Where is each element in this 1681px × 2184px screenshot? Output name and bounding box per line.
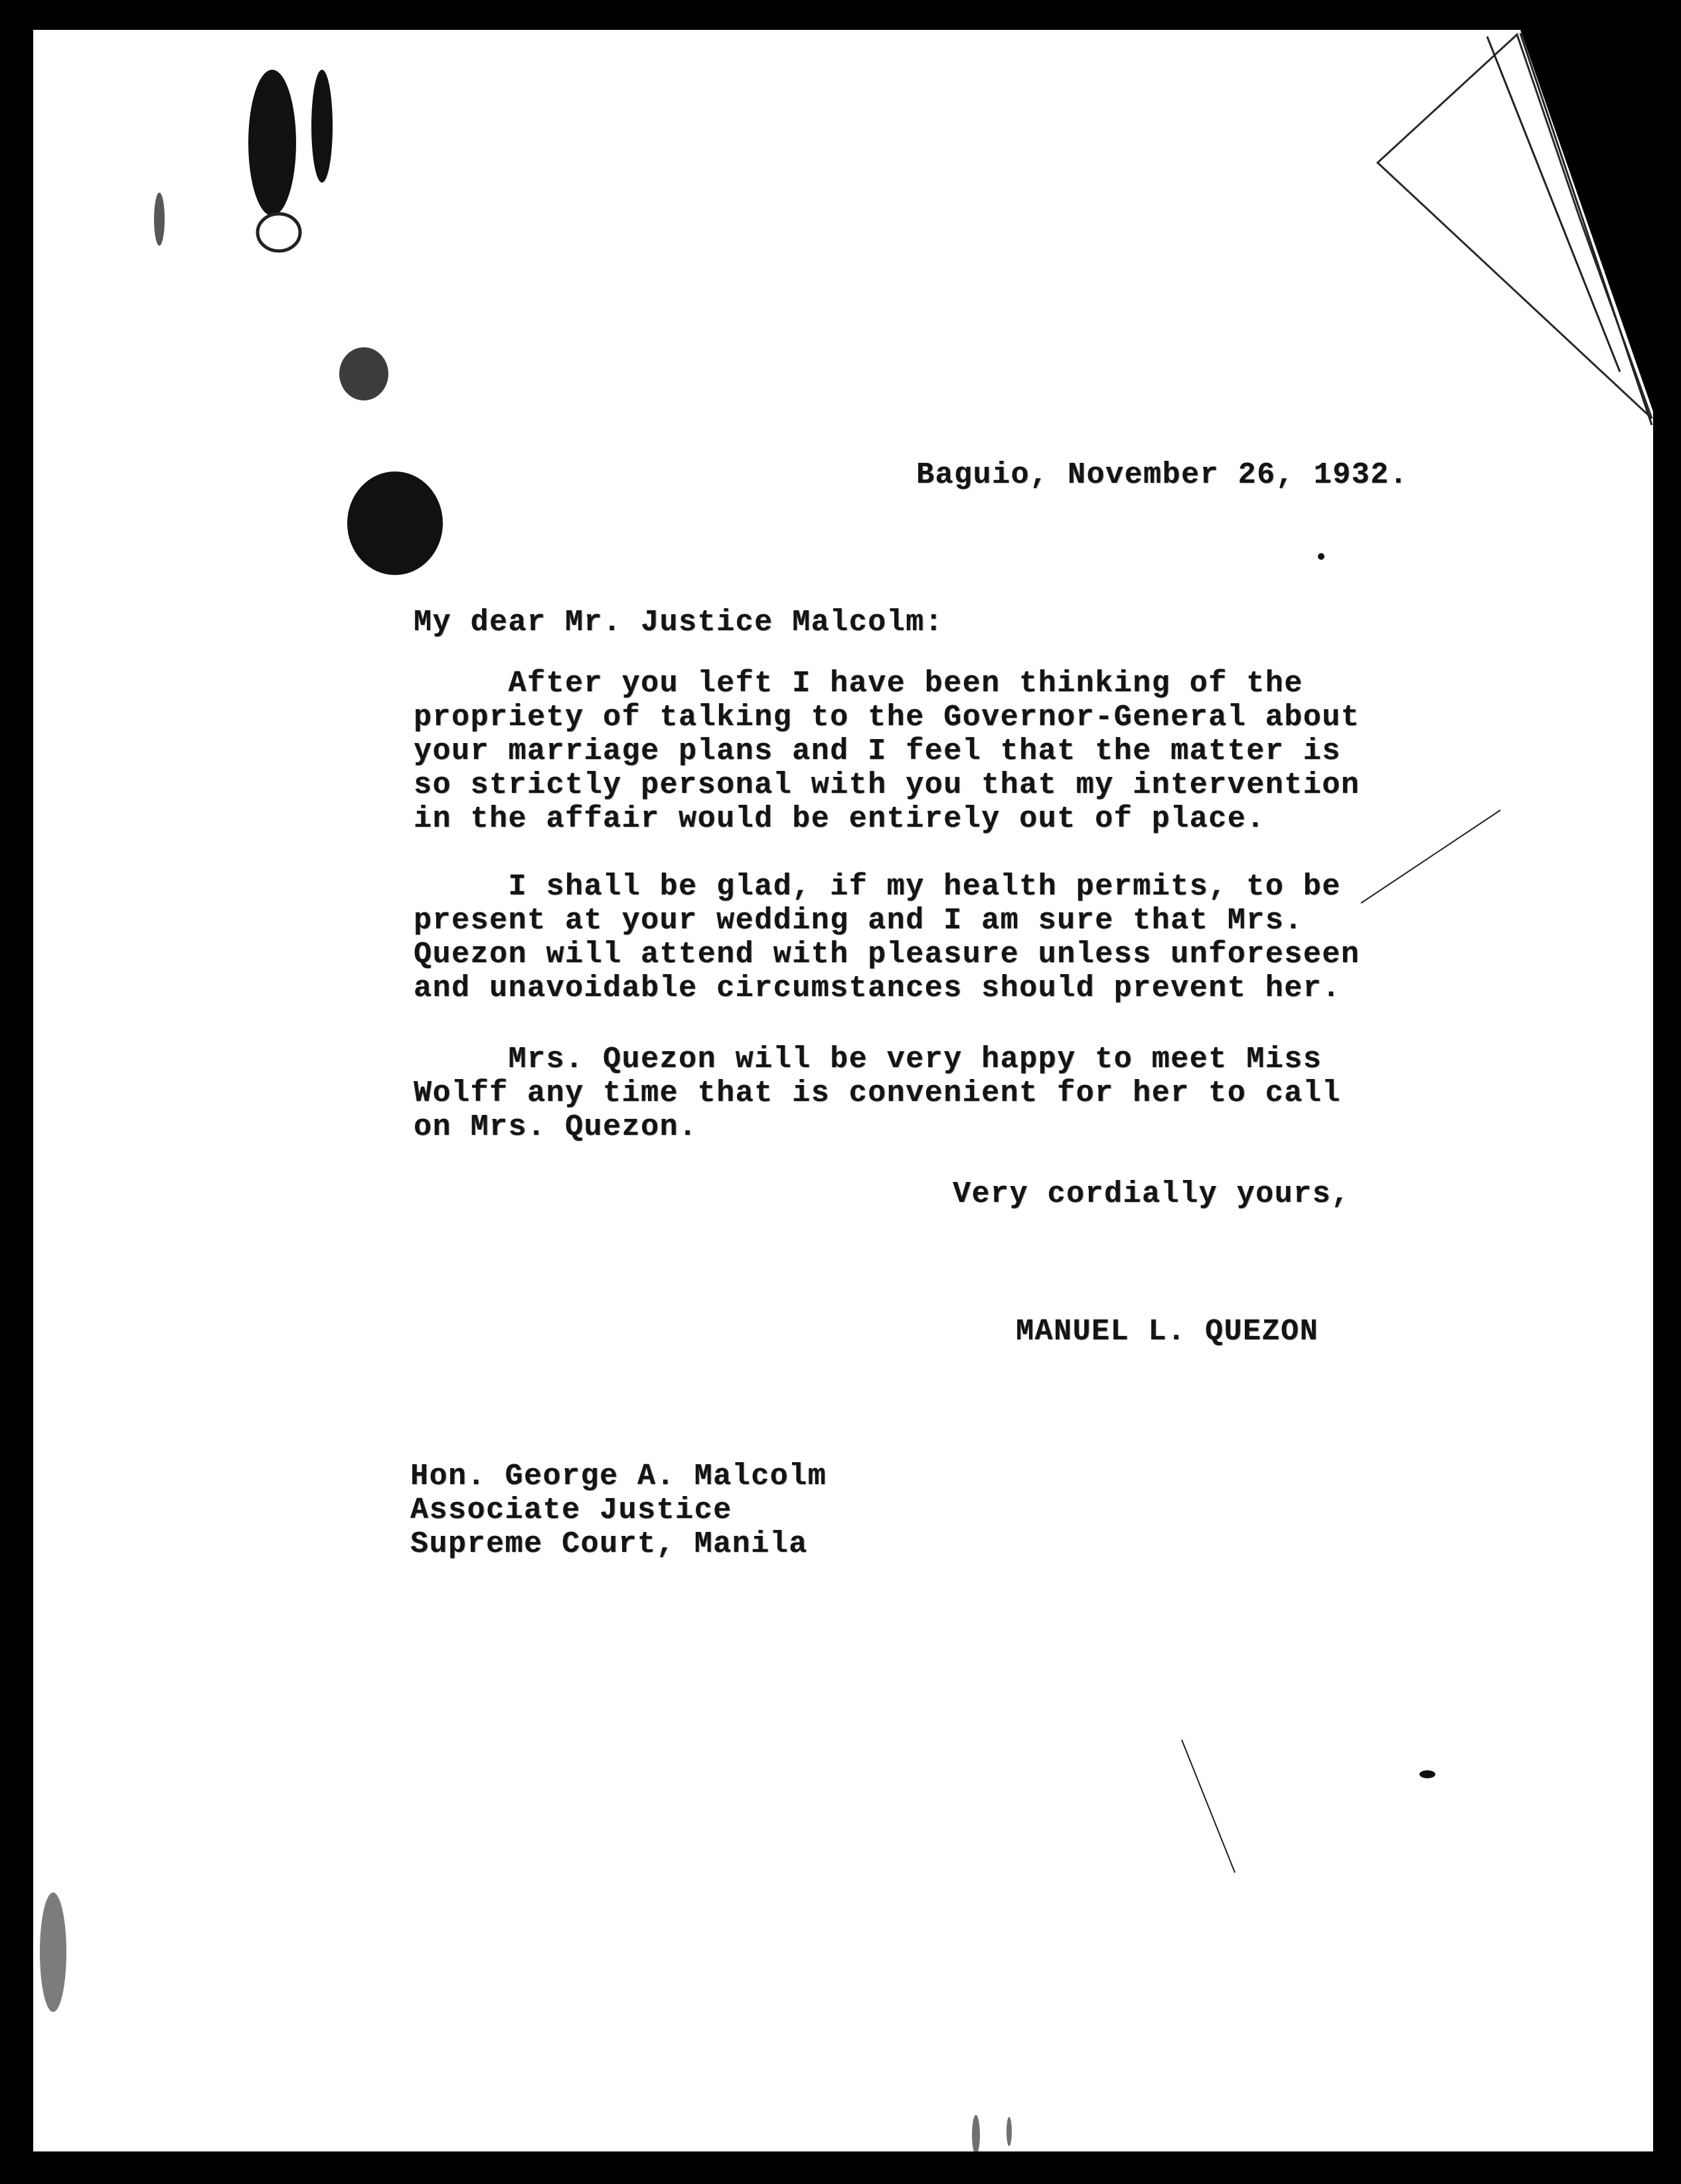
closing: Very cordially yours, — [953, 1177, 1350, 1211]
ring-mark — [258, 214, 300, 251]
paragraph-line: present at your wedding and I am sure that Mrs. — [414, 904, 1303, 938]
tear-line — [1182, 1740, 1235, 1873]
ink-blot — [339, 347, 388, 400]
ink-blot — [40, 1892, 66, 2012]
folded-corner-flap — [1378, 35, 1652, 418]
paragraph-2 — [414, 870, 1360, 1005]
salutation: My dear Mr. Justice Malcolm: — [414, 606, 944, 639]
ink-blot — [1318, 553, 1324, 560]
ink-blot — [1006, 2117, 1012, 2146]
ink-blot — [347, 471, 443, 575]
ink-blot — [1419, 1770, 1435, 1778]
addressee-block — [410, 1460, 827, 1561]
addressee-line: Supreme Court, Manila — [410, 1527, 808, 1561]
addressee-line: Associate Justice — [410, 1493, 732, 1527]
ink-blot — [248, 70, 296, 216]
tear-line — [1361, 810, 1500, 903]
signature-name: MANUEL L. QUEZON — [1016, 1315, 1319, 1349]
paragraph-line: propriety of talking to the Governor-General about — [414, 701, 1360, 734]
paragraph-line: so strictly personal with you that my intervention — [414, 768, 1360, 802]
paragraph-line: your marriage plans and I feel that the matter is — [414, 734, 1341, 768]
ink-blot — [972, 2115, 980, 2155]
addressee-line: Hon. George A. Malcolm — [410, 1460, 827, 1493]
paragraph-line: I shall be glad, if my health permits, to be — [414, 870, 1341, 904]
ink-blot — [311, 70, 333, 183]
ink-blot — [154, 193, 165, 246]
paragraph-line: on Mrs. Quezon. — [414, 1110, 698, 1144]
paragraph-line: After you left I have been thinking of the — [414, 667, 1303, 701]
paragraph-1 — [414, 667, 1360, 836]
paragraph-line: in the affair would be entirely out of place. — [414, 802, 1265, 836]
paragraph-3 — [414, 1043, 1341, 1144]
paragraph-line: Quezon will attend with pleasure unless unforeseen — [414, 938, 1360, 971]
paragraph-line: Mrs. Quezon will be very happy to meet Miss — [414, 1043, 1322, 1076]
place-and-date: Baguio, November 26, 1932. — [916, 458, 1409, 492]
paragraph-line: and unavoidable circumstances should prevent her. — [414, 971, 1341, 1005]
paragraph-line: Wolff any time that is convenient for her to call — [414, 1076, 1341, 1110]
